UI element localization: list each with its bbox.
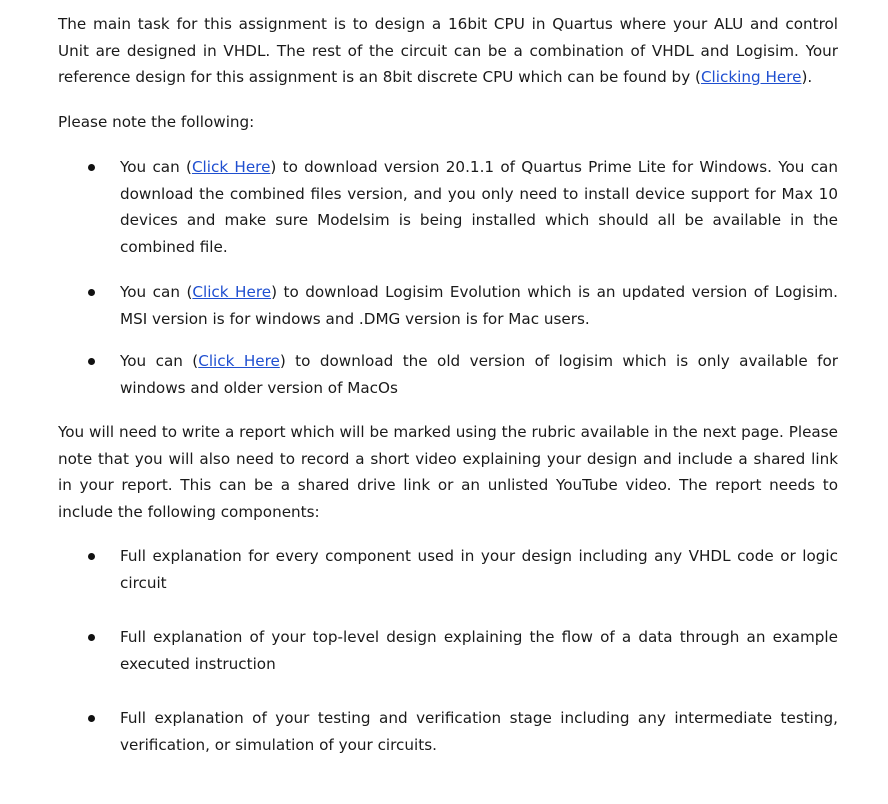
component-text: Full explanation for every component used in your design including any VHDL code or logic circuit	[120, 547, 838, 592]
bullet-icon	[88, 553, 95, 560]
bullet-icon	[88, 289, 95, 296]
report-paragraph: You will need to write a report which will be marked using the rubric available in the next page. Please note that you will also need to record a short video explaining your design and include a shared link in your report. This can be a shared drive link or an unlisted YouTube video. The report needs to include the following components:	[58, 423, 838, 521]
note-text-prefix: You can (	[120, 352, 199, 370]
quartus-download-link[interactable]: Click Here	[191, 158, 271, 176]
note-text-prefix: You can (	[120, 283, 193, 301]
note-text	[120, 348, 838, 401]
note-heading: Please note the following:	[58, 113, 255, 131]
component-text: Full explanation of your testing and verification stage including any intermediate testing, verification, or simulation of your circuits.	[120, 709, 838, 754]
bullet-icon	[88, 634, 95, 641]
note-text-body: ) to download version 20.1.1 of Quartus Prime Lite for Windows. You can download the combined files version, and you only need to install device support for Max 10 devices and make sure Modelsim is being installed which should all be available in the combined file.	[120, 158, 838, 256]
bullet-icon	[88, 715, 95, 722]
note-text	[120, 279, 838, 332]
intro-text-end: ).	[801, 68, 813, 86]
note-text	[120, 154, 838, 260]
bullet-icon	[88, 164, 95, 171]
note-text-body: ) to download Logisim Evolution which is an updated version of Logisim. MSI version is for windows and .DMG version is for Mac users.	[120, 283, 838, 328]
note-text-body: ) to download the old version of logisim which is only available for windows and older version of MacOs	[120, 352, 838, 397]
logisim-old-download-link[interactable]: Click Here	[198, 352, 280, 370]
note-text-prefix: You can (	[120, 158, 192, 176]
intro-text: The main task for this assignment is to design a 16bit CPU in Quartus where your ALU and control Unit are designed in VHDL. The rest of the circuit can be a combination of VHDL and Logisim. Your reference design for this assignment is an 8bit discrete CPU which can be found by (	[58, 15, 838, 86]
bullet-icon	[88, 358, 95, 365]
component-text: Full explanation of your top-level design explaining the flow of a data through an example executed instruction	[120, 628, 838, 673]
intro-paragraph	[58, 11, 838, 91]
logisim-evolution-download-link[interactable]: Click Here	[192, 283, 272, 301]
clicking-here-link[interactable]: Clicking Here	[700, 68, 802, 86]
